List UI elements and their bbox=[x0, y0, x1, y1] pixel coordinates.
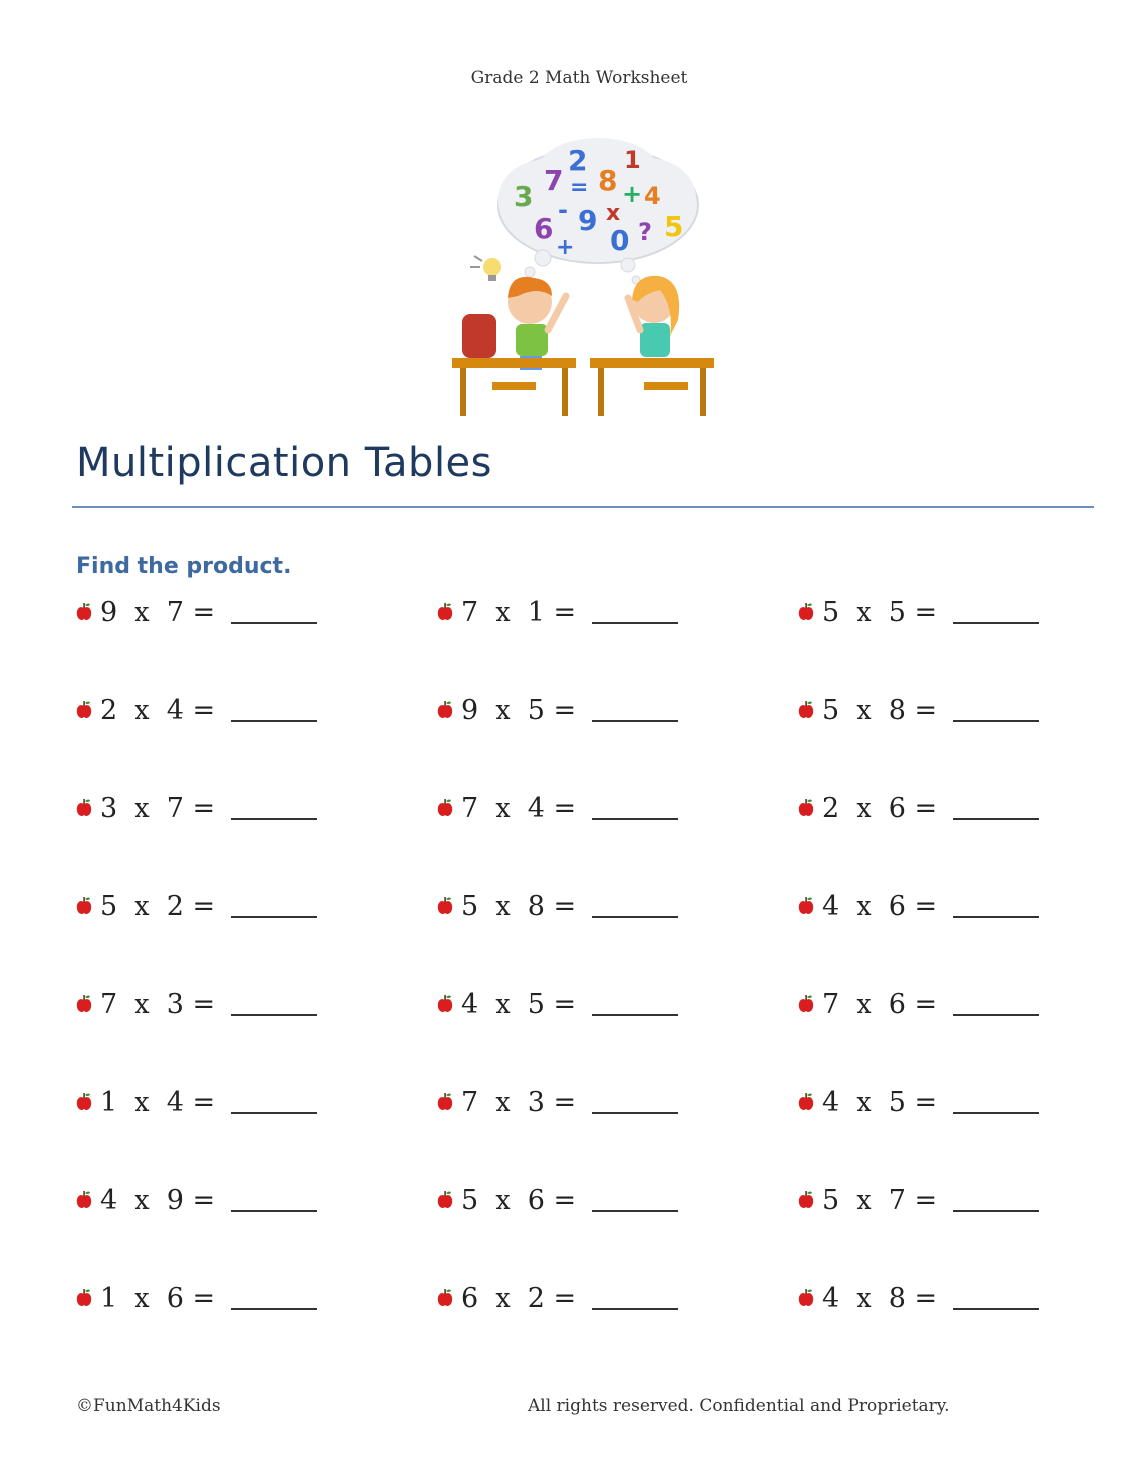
answer-blank[interactable] bbox=[592, 1090, 678, 1114]
cloud-digit: 8 bbox=[598, 164, 618, 197]
instruction-text: Find the product. bbox=[76, 554, 292, 579]
apple-icon bbox=[76, 700, 92, 720]
answer-blank[interactable] bbox=[592, 796, 678, 820]
answer-blank[interactable] bbox=[592, 600, 678, 624]
cloud-digit: 0 bbox=[610, 224, 630, 257]
problem-expression: 5 x 5 = bbox=[822, 596, 938, 628]
answer-blank[interactable] bbox=[231, 894, 317, 918]
cloud-digit: + bbox=[556, 235, 575, 260]
math-problem bbox=[798, 984, 1039, 1024]
cloud-digit: 2 bbox=[568, 144, 588, 177]
problem-expression: 7 x 3 = bbox=[461, 1086, 577, 1118]
math-problem bbox=[798, 788, 1039, 828]
math-problem bbox=[798, 592, 1039, 632]
problem-expression: 9 x 5 = bbox=[461, 694, 577, 726]
problem-expression: 5 x 8 = bbox=[461, 890, 577, 922]
worksheet-header: Grade 2 Math Worksheet bbox=[470, 68, 688, 88]
cloud-digit: 7 bbox=[544, 164, 564, 197]
apple-icon bbox=[798, 798, 814, 818]
math-problem bbox=[76, 1278, 317, 1318]
problem-expression: 4 x 6 = bbox=[822, 890, 938, 922]
answer-blank[interactable] bbox=[953, 796, 1039, 820]
cloud-digit: + bbox=[622, 180, 643, 208]
problem-expression: 7 x 1 = bbox=[461, 596, 577, 628]
cloud-digit: 5 bbox=[664, 210, 684, 243]
math-problem bbox=[437, 1278, 678, 1318]
desks bbox=[452, 358, 714, 416]
cloud-digit: 1 bbox=[624, 146, 641, 174]
apple-icon bbox=[798, 994, 814, 1014]
answer-blank[interactable] bbox=[953, 1188, 1039, 1212]
answer-blank[interactable] bbox=[231, 1188, 317, 1212]
apple-icon bbox=[437, 700, 453, 720]
apple-icon bbox=[437, 1288, 453, 1308]
math-problem bbox=[76, 592, 317, 632]
answer-blank[interactable] bbox=[231, 1090, 317, 1114]
math-problem bbox=[437, 984, 678, 1024]
problem-expression: 4 x 5 = bbox=[461, 988, 577, 1020]
math-problem bbox=[76, 984, 317, 1024]
problem-expression: 4 x 8 = bbox=[822, 1282, 938, 1314]
problem-expression: 9 x 7 = bbox=[100, 596, 216, 628]
apple-icon bbox=[437, 896, 453, 916]
answer-blank[interactable] bbox=[953, 1286, 1039, 1310]
math-problem bbox=[437, 592, 678, 632]
apple-icon bbox=[437, 1190, 453, 1210]
math-problem bbox=[437, 788, 678, 828]
answer-blank[interactable] bbox=[592, 894, 678, 918]
math-problem bbox=[437, 1180, 678, 1220]
problem-expression: 6 x 2 = bbox=[461, 1282, 577, 1314]
cloud-digit: = bbox=[570, 175, 589, 200]
cloud-digit: 6 bbox=[534, 212, 554, 245]
math-problem bbox=[798, 1278, 1039, 1318]
math-problem bbox=[437, 690, 678, 730]
apple-icon bbox=[437, 798, 453, 818]
problem-expression: 7 x 6 = bbox=[822, 988, 938, 1020]
problem-expression: 4 x 9 = bbox=[100, 1184, 216, 1216]
apple-icon bbox=[798, 896, 814, 916]
answer-blank[interactable] bbox=[231, 600, 317, 624]
answer-blank[interactable] bbox=[953, 1090, 1039, 1114]
page-title: Multiplication Tables bbox=[76, 440, 493, 486]
problem-expression: 5 x 7 = bbox=[822, 1184, 938, 1216]
footer-notice: All rights reserved. Confidential and Proprietary. bbox=[528, 1396, 950, 1416]
boy-figure bbox=[508, 277, 566, 370]
math-problem bbox=[76, 1180, 317, 1220]
answer-blank[interactable] bbox=[592, 1188, 678, 1212]
problem-expression: 1 x 4 = bbox=[100, 1086, 216, 1118]
apple-icon bbox=[76, 896, 92, 916]
problem-expression: 2 x 4 = bbox=[100, 694, 216, 726]
answer-blank[interactable] bbox=[592, 992, 678, 1016]
problem-expression: 5 x 2 = bbox=[100, 890, 216, 922]
cloud-digit: - bbox=[558, 196, 568, 224]
answer-blank[interactable] bbox=[231, 992, 317, 1016]
math-problem bbox=[798, 1180, 1039, 1220]
math-problem bbox=[437, 1082, 678, 1122]
apple-icon bbox=[798, 1092, 814, 1112]
backpack bbox=[462, 314, 496, 358]
title-divider bbox=[72, 506, 1094, 508]
problem-expression: 7 x 4 = bbox=[461, 792, 577, 824]
footer-copyright: ©FunMath4Kids bbox=[76, 1396, 221, 1416]
apple-icon bbox=[798, 1190, 814, 1210]
math-problem bbox=[798, 1082, 1039, 1122]
problem-expression: 4 x 5 = bbox=[822, 1086, 938, 1118]
math-problem bbox=[76, 690, 317, 730]
answer-blank[interactable] bbox=[231, 1286, 317, 1310]
answer-blank[interactable] bbox=[231, 698, 317, 722]
cloud-digit: 9 bbox=[578, 204, 598, 237]
problem-expression: 7 x 3 = bbox=[100, 988, 216, 1020]
answer-blank[interactable] bbox=[592, 698, 678, 722]
problem-expression: 3 x 7 = bbox=[100, 792, 216, 824]
answer-blank[interactable] bbox=[231, 796, 317, 820]
apple-icon bbox=[437, 602, 453, 622]
math-problem bbox=[798, 886, 1039, 926]
classroom-illustration bbox=[448, 130, 720, 420]
math-problem bbox=[437, 886, 678, 926]
answer-blank[interactable] bbox=[953, 992, 1039, 1016]
answer-blank[interactable] bbox=[953, 894, 1039, 918]
answer-blank[interactable] bbox=[953, 698, 1039, 722]
apple-icon bbox=[798, 700, 814, 720]
apple-icon bbox=[76, 602, 92, 622]
girl-figure bbox=[628, 276, 679, 357]
problem-expression: 2 x 6 = bbox=[822, 792, 938, 824]
apple-icon bbox=[76, 1092, 92, 1112]
apple-icon bbox=[76, 798, 92, 818]
apple-icon bbox=[76, 994, 92, 1014]
apple-icon bbox=[437, 994, 453, 1014]
apple-icon bbox=[798, 1288, 814, 1308]
cloud-digit: 3 bbox=[514, 180, 534, 213]
apple-icon bbox=[76, 1288, 92, 1308]
problem-expression: 5 x 8 = bbox=[822, 694, 938, 726]
math-problem bbox=[76, 886, 317, 926]
lightbulb-icon bbox=[470, 256, 501, 281]
cloud-digit: x bbox=[606, 201, 621, 226]
cloud-digit: 4 bbox=[644, 182, 661, 210]
math-problem bbox=[798, 690, 1039, 730]
cloud-digit: ? bbox=[638, 218, 652, 246]
math-problem bbox=[76, 788, 317, 828]
answer-blank[interactable] bbox=[592, 1286, 678, 1310]
apple-icon bbox=[437, 1092, 453, 1112]
problem-expression: 1 x 6 = bbox=[100, 1282, 216, 1314]
apple-icon bbox=[76, 1190, 92, 1210]
answer-blank[interactable] bbox=[953, 600, 1039, 624]
math-problem bbox=[76, 1082, 317, 1122]
apple-icon bbox=[798, 602, 814, 622]
problem-expression: 5 x 6 = bbox=[461, 1184, 577, 1216]
